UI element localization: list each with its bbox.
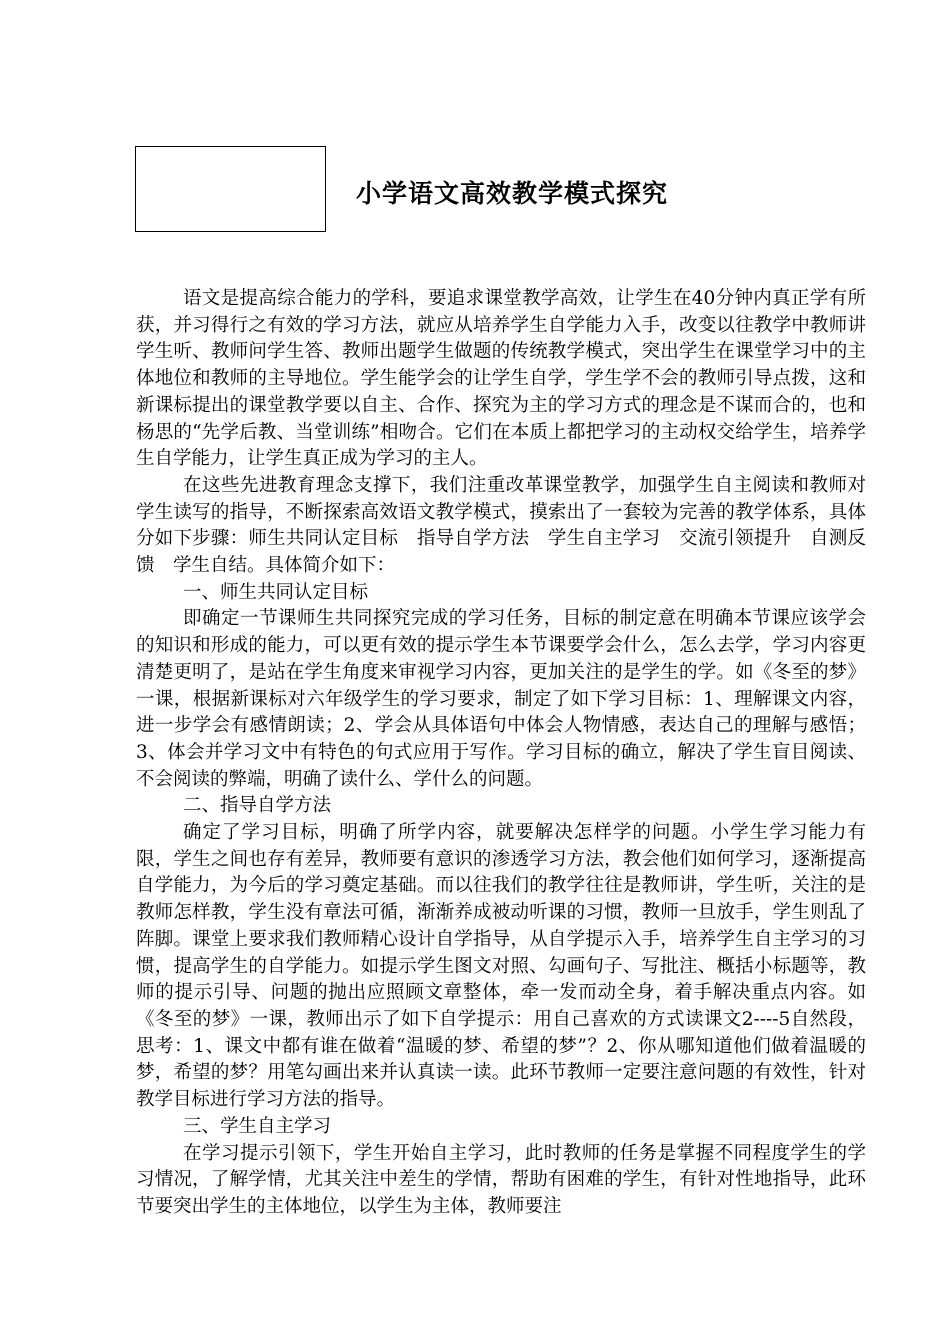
paragraph-section-3: 在学习提示引领下，学生开始自主学习，此时教师的任务是掌握不同程度学生的学习情况，了解学情，尤其关注中差生的学情，帮助有困难的学生，有针对性地指导，此环节要突出学生的主体地位，以学生为主体，教师要注 bbox=[136, 1142, 866, 1217]
paragraph-steps: 在这些先进教育理念支撑下，我们注重改革课堂教学，加强学生自主阅读和教师对学生读写的指导，不断探索高效语文教学模式，摸索出了一套较为完善的教学体系，具体分如下步骤：师生共同认定目标 指导自学方法 学生自主学习 交流引领提升 自测反馈 学生自结。具体简介如下： bbox=[136, 474, 866, 577]
paragraph-section-1: 即确定一节课师生共同探究完成的学习任务，目标的制定意在明确本节课应该学会的知识和形成的能力，可以更有效的提示学生本节课要学会什么，怎么去学，学习内容更清楚更明了，是站在学生角度来审视学习内容，更加关注的是学生的学。如《冬至的梦》一课，根据新课标对六年级学生的学习要求，制定了如下学习目标：1、理解课文内容，进一步学会有感情朗读；2、学会从具体语句中体会人物情感，表达自己的理解与感悟；3、体会并学习文中有特色的句式应用于写作。学习目标的确立，解决了学生盲目阅读、不会阅读的弊端，明确了读什么、学什么的问题。 bbox=[136, 608, 866, 790]
section-heading-1: 一、师生共同认定目标 bbox=[183, 581, 369, 603]
paragraph-intro: 语文是提高综合能力的学科，要追求课堂教学高效，让学生在40分钟内真正学有所获，并习得行之有效的学习方法，就应从培养学生自学能力入手，改变以往教学中教师讲学生听、教师问学生答、教师出题学生做题的传统教学模式，突出学生在课堂学习中的主体地位和教师的主导地位。学生能学会的让学生自学，学生学不会的教师引导点拨，这和新课标提出的课堂教学要以自主、合作、探究为主的学习方式的理念是不谋而合的，也和杨思的“先学后教、当堂训练”相吻合。它们在本质上都把学习的主动权交给学生，培养学生自学能力，让学生真正成为学习的主人。 bbox=[136, 288, 866, 470]
document-body bbox=[136, 286, 866, 1221]
section-heading-3: 三、学生自主学习 bbox=[183, 1115, 332, 1137]
empty-frame-box bbox=[135, 146, 326, 232]
document-title: 小学语文高效教学模式探究 bbox=[356, 179, 669, 208]
paragraph-section-2: 确定了学习目标，明确了所学内容，就要解决怎样学的问题。小学生学习能力有限，学生之间也存有差异，教师要有意识的渗透学习方法，教会他们如何学习，逐渐提高自学能力，为今后的学习奠定基础。而以往我们的教学往往是教师讲，学生听，关注的是教师怎样教，学生没有章法可循，渐渐养成被动听课的习惯，教师一旦放手，学生则乱了阵脚。课堂上要求我们教师精心设计自学指导，从自学提示入手，培养学生自主学习的习惯，提高学生的自学能力。如提示学生图文对照、勾画句子、写批注、概括小标题等，教师的提示引导、问题的抛出应照顾文章整体，牵一发而动全身，着手解决重点内容。如《冬至的梦》一课，教师出示了如下自学提示：用自己喜欢的方式读课文2----5自然段，思考：1、课文中都有谁在做着“温暖的梦、希望的梦”？2、你从哪知道他们做着温暖的梦，希望的梦？用笔勾画出来并认真读一读。此环节教师一定要注意问题的有效性，针对教学目标进行学习方法的指导。 bbox=[136, 822, 866, 1111]
section-heading-2: 二、指导自学方法 bbox=[183, 795, 332, 817]
